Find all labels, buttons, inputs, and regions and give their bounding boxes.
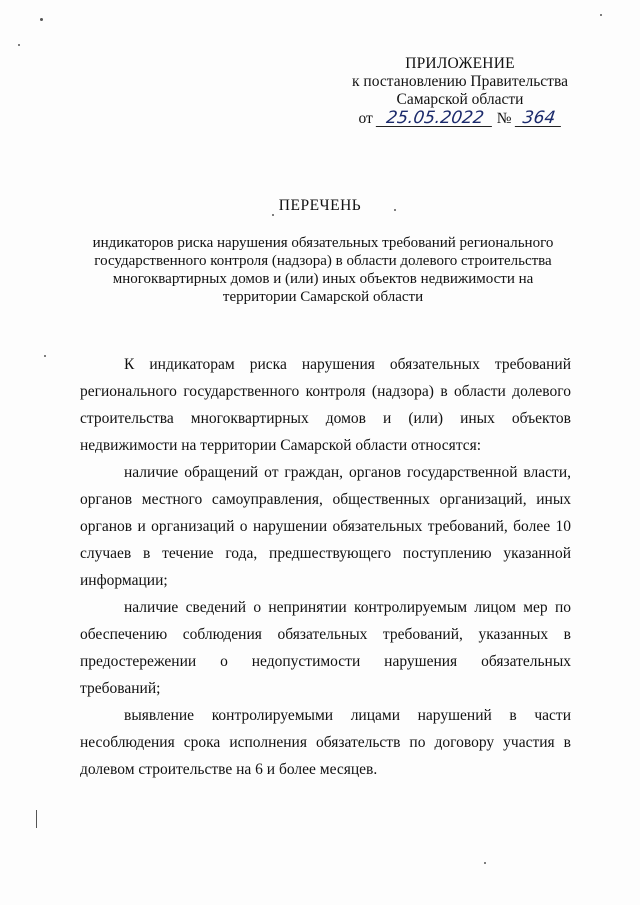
appendix-resolution-line: к постановлению Правительства bbox=[352, 73, 568, 90]
scan-speck bbox=[394, 209, 396, 211]
scan-speck bbox=[44, 355, 46, 357]
appendix-date-line bbox=[330, 110, 590, 128]
appendix-title: ПРИЛОЖЕНИЕ bbox=[405, 55, 515, 72]
scan-speck bbox=[484, 862, 486, 864]
scan-speck bbox=[36, 810, 37, 828]
scan-speck bbox=[18, 44, 20, 46]
handwritten-number: 364 bbox=[514, 110, 562, 127]
body-paragraph-indicator-2: наличие сведений о непринятии контролируемым лицом мер по обеспечению соблюдения обязательных требований, указанных в предостережении о недопустимости нарушения обязательных требований; bbox=[80, 599, 571, 697]
body-paragraph-indicator-3: выявление контролируемыми лицами нарушений в части несоблюдения срока исполнения обязательств по договору участия в долевом строительстве на 6 и более месяцев. bbox=[80, 707, 571, 778]
scan-speck bbox=[600, 14, 602, 16]
scan-speck bbox=[272, 214, 274, 216]
document-title: ПЕРЕЧЕНЬ bbox=[278, 197, 362, 214]
document-body bbox=[80, 351, 571, 783]
date-prefix: от bbox=[358, 110, 373, 127]
scan-speck bbox=[40, 18, 43, 21]
number-prefix: № bbox=[496, 110, 512, 127]
appendix-region-line: Самарской области bbox=[396, 91, 524, 108]
document-subtitle: индикаторов риска нарушения обязательных требований регионального государственного контроля (надзора) в области долевого строительства многоквартирных домов и (или) иных объектов недвижимости на территории Самарской области bbox=[92, 235, 554, 305]
handwritten-date: 25.05.2022 bbox=[376, 110, 494, 127]
body-paragraph-indicator-1: наличие обращений от граждан, органов государственной власти, органов местного самоуправления, общественных организаций, иных органов и организаций о нарушении обязательных требований, более 10 случаев в течение года, предшествующего поступлению указанной информации; bbox=[80, 464, 571, 589]
body-paragraph-intro: К индикаторам риска нарушения обязательных требований регионального государственного контроля (надзора) в области долевого строительства многоквартирных домов и (или) иных объектов недвижимости на территории Самарской области относятся: bbox=[80, 356, 571, 454]
appendix-header bbox=[330, 55, 590, 128]
